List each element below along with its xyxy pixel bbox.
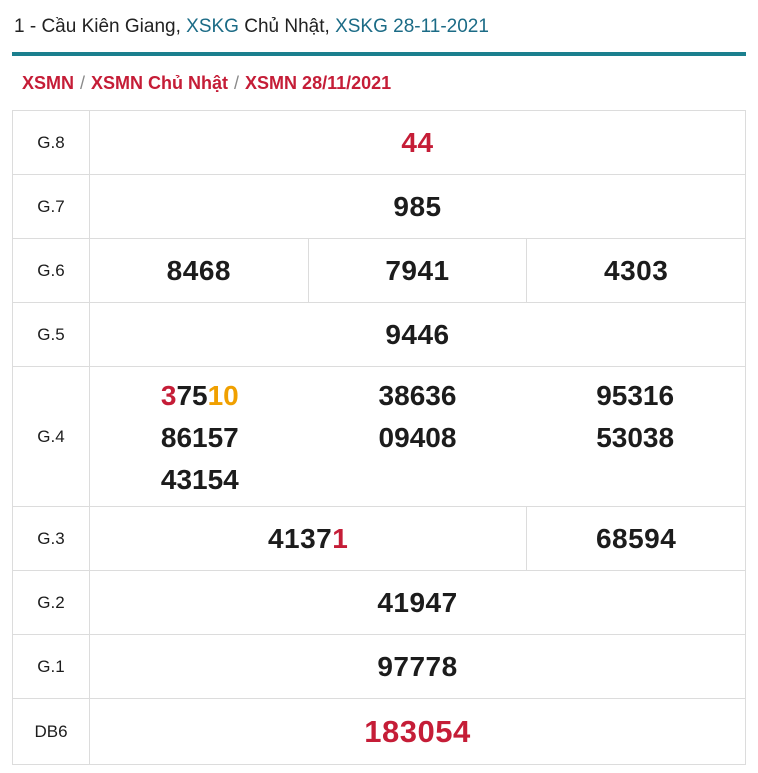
prize-value-g6-0: 8468 [90,239,309,303]
table-row [13,507,746,571]
prize-value-g4-3: 86157 [160,421,239,453]
prize-value-g1: 97778 [90,635,746,699]
prize-value-g5: 9446 [90,303,746,367]
g3-0-part-plain: 4137 [267,522,333,554]
title-mid: Chủ Nhật, [238,16,336,37]
prize-group-g4 [90,367,746,507]
table-row [13,571,746,635]
prize-label-g8: G.8 [13,111,90,175]
prize-value-g4-5: 53038 [596,421,675,453]
breadcrumb-item-1[interactable]: XSMN Chủ Nhật [91,73,229,93]
table-row [13,699,746,765]
prize-value-g4-0 [91,377,309,415]
prize-label-g5: G.5 [13,303,90,367]
table-row [13,111,746,175]
breadcrumb-separator-0: / [80,73,86,93]
prize-label-g2: G.2 [13,571,90,635]
table-row [13,175,746,239]
breadcrumb-item-0[interactable]: XSMN [22,73,75,93]
prize-label-g3: G.3 [13,507,90,571]
prize-value-g3-1: 68594 [527,507,746,571]
title-prefix: 1 - Cầu Kiên Giang, [14,16,187,37]
prize-value-g3-0 [90,507,527,571]
table-row [13,367,746,507]
prize-value-db6: 183054 [90,699,746,765]
prize-label-g1: G.1 [13,635,90,699]
prize-value-g7: 985 [90,175,746,239]
prize-value-g4-1: 38636 [378,379,457,411]
table-row [13,239,746,303]
g3-0-part-red: 1 [332,522,349,554]
g4-0-part-orange: 10 [207,379,239,411]
prize-value-g8: 44 [90,111,746,175]
breadcrumb-separator-1: / [234,73,240,93]
table-row [13,303,746,367]
g4-0-part-plain: 75 [176,379,208,411]
prize-value-g6-2: 4303 [527,239,746,303]
g4-0-part-red: 3 [160,379,177,411]
g4-number-grid [91,371,744,503]
breadcrumb [0,56,758,110]
prize-value-g4-6: 43154 [160,463,239,495]
prize-label-g7: G.7 [13,175,90,239]
table-row [13,635,746,699]
title-link-xskg[interactable]: XSKG [186,16,239,37]
prize-label-g4: G.4 [13,367,90,507]
prize-value-g4-2: 95316 [596,379,675,411]
prize-value-g6-1: 7941 [308,239,527,303]
prize-value-g4-4: 09408 [378,421,457,453]
title-link-xskg-date[interactable]: XSKG 28-11-2021 [335,16,489,37]
page-title [0,0,758,52]
prize-label-db6: DB6 [13,699,90,765]
prize-value-g2: 41947 [90,571,746,635]
lottery-result-table [12,110,746,765]
prize-label-g6: G.6 [13,239,90,303]
breadcrumb-item-2[interactable]: XSMN 28/11/2021 [245,73,392,93]
